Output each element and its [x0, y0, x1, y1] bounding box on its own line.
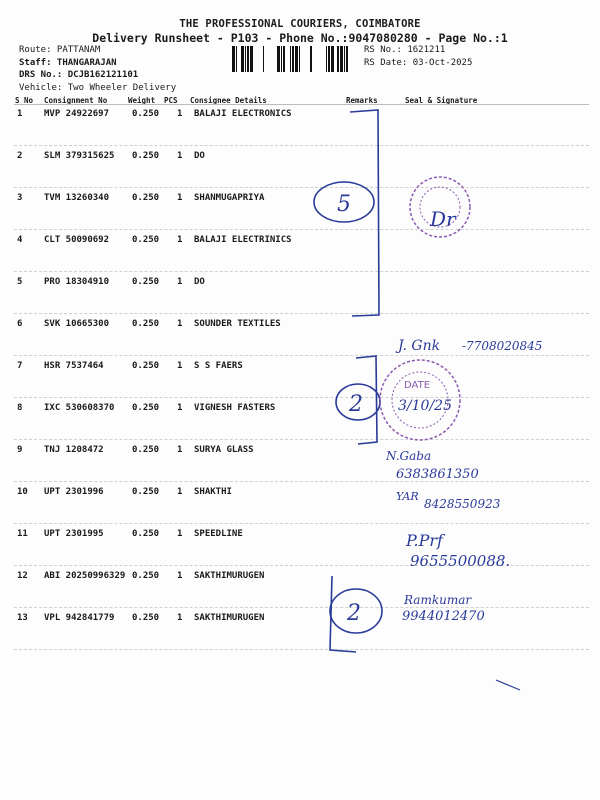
row-consignee: BALAJI ELECTRINICS: [194, 235, 292, 245]
row-consignee: S S FAERS: [194, 361, 243, 371]
signature-row3: Dr: [430, 207, 456, 231]
row-weight: 0.250: [132, 613, 160, 623]
row-sno: 10: [17, 487, 28, 497]
signature-row9-phone: 6383861350: [396, 467, 479, 482]
row-weight: 0.250: [132, 277, 160, 287]
bracket-rows-1-5: [350, 110, 379, 316]
row-consignment: HSR 7537464: [44, 361, 104, 371]
row-sno: 3: [17, 193, 23, 203]
row-sno: 9: [17, 445, 23, 455]
row-weight: 0.250: [132, 193, 160, 203]
row-consignee: SHAKTHI: [194, 487, 232, 497]
signature-row13-phone: 9944012470: [402, 609, 485, 624]
row-consignment: SLM 379315625: [44, 151, 115, 161]
signature-row11-name: P.Prf: [406, 531, 443, 550]
signature-row9-name: N.Gaba: [386, 449, 432, 463]
row-pcs: 1: [177, 445, 183, 455]
row-consignment: TVM 13260340: [44, 193, 110, 203]
col-header-details: Consignee Details: [190, 96, 267, 105]
stamp-date-text: 3/10/25: [398, 398, 452, 414]
row-consignment: SVK 10665300: [44, 319, 110, 329]
rs-number: RS No.: 1621211: [364, 45, 446, 55]
row-pcs: 1: [177, 277, 183, 287]
row-weight: 0.250: [132, 235, 160, 245]
row-pcs: 1: [177, 403, 183, 413]
row-weight: 0.250: [132, 361, 160, 371]
row-weight: 0.250: [132, 487, 160, 497]
row-consignment: UPT 2301995: [44, 529, 104, 539]
row-pcs: 1: [177, 529, 183, 539]
row-consignment: IXC 530608370: [44, 403, 115, 413]
row-sno: 2: [17, 151, 23, 161]
signature-row6-phone: -7708020845: [462, 339, 543, 353]
row-consignment: VPL 942841779: [44, 613, 115, 623]
row-weight: 0.250: [132, 529, 160, 539]
row-weight: 0.250: [132, 319, 160, 329]
rs-date: RS Date: 03-Oct-2025: [364, 57, 473, 68]
row-weight: 0.250: [132, 403, 160, 413]
row-pcs: 1: [177, 235, 183, 245]
row-consignee: SHANMUGAPRIYA: [194, 193, 265, 203]
signature-row11-phone: 9655500088.: [410, 552, 511, 570]
row-sno: 13: [17, 613, 28, 623]
row-pcs: 1: [177, 571, 183, 581]
row-pcs: 1: [177, 361, 183, 371]
staff-text: Staff: THANGARAJAN: [19, 57, 117, 68]
row-pcs: 1: [177, 487, 183, 497]
row-consignee: DO: [194, 151, 205, 161]
row-sno: 8: [17, 403, 23, 413]
row-consignment: PRO 18304910: [44, 277, 110, 287]
document-subtitle: Delivery Runsheet - P103 - Phone No.:9047080280 - Page No.:1: [92, 31, 508, 45]
row-pcs: 1: [177, 613, 183, 623]
row-consignee: DO: [194, 277, 205, 287]
row-consignment: TNJ 1208472: [44, 445, 104, 455]
signature-row13-name: Ramkumar: [404, 593, 472, 607]
row-sno: 4: [17, 235, 23, 245]
stamp-date-label: DATE: [404, 380, 431, 391]
row-consignee: SOUNDER TEXTILES: [194, 319, 281, 329]
vehicle-text: Vehicle: Two Wheeler Delivery: [19, 82, 177, 93]
row-consignee: SURYA GLASS: [194, 445, 254, 455]
col-header-weight: Weight: [128, 96, 156, 105]
row-consignment: MVP 24922697: [44, 109, 110, 119]
signature-row6-name: J. Gnk: [398, 338, 441, 354]
row-pcs: 1: [177, 109, 183, 119]
stray-pen-mark: [496, 680, 520, 690]
row-weight: 0.250: [132, 151, 160, 161]
row-consignment: ABI 20250996329: [44, 571, 126, 581]
col-header-pcs: PCS: [164, 96, 178, 105]
row-sno: 5: [17, 277, 23, 287]
count-a-text: 5: [337, 192, 351, 217]
row-weight: 0.250: [132, 109, 160, 119]
document-title: THE PROFESSIONAL COURIERS, COIMBATORE: [179, 18, 421, 30]
count-b-text: 2: [349, 392, 363, 417]
col-header-remarks: Remarks: [346, 96, 378, 105]
row-sno: 7: [17, 361, 23, 371]
row-pcs: 1: [177, 151, 183, 161]
drs-text: DRS No.: DCJB162121101: [19, 70, 139, 80]
col-header-sno: S No: [15, 96, 34, 105]
row-pcs: 1: [177, 193, 183, 203]
row-consignment: UPT 2301996: [44, 487, 104, 497]
row-pcs: 1: [177, 319, 183, 329]
signature-row10-phone: 8428550923: [424, 497, 501, 511]
row-sno: 12: [17, 571, 28, 581]
route-text: Route: PATTANAM: [19, 45, 101, 55]
row-consignment: CLT 50090692: [44, 235, 110, 245]
row-consignee: SAKTHIMURUGEN: [194, 613, 265, 623]
row-consignee: SAKTHIMURUGEN: [194, 571, 265, 581]
row-sno: 1: [17, 109, 23, 119]
row-weight: 0.250: [132, 445, 160, 455]
row-weight: 0.250: [132, 571, 160, 581]
row-consignee: VIGNESH FASTERS: [194, 403, 276, 413]
signature-row10-name: YAR: [396, 490, 419, 503]
row-sno: 11: [17, 529, 28, 539]
row-sno: 6: [17, 319, 23, 329]
row-consignee: BALAJI ELECTRONICS: [194, 109, 292, 119]
row-consignee: SPEEDLINE: [194, 529, 243, 539]
count-c-text: 2: [347, 601, 361, 626]
col-header-seal: Seal & Signature: [405, 96, 478, 105]
col-header-consignment: Consignment No: [44, 96, 108, 105]
